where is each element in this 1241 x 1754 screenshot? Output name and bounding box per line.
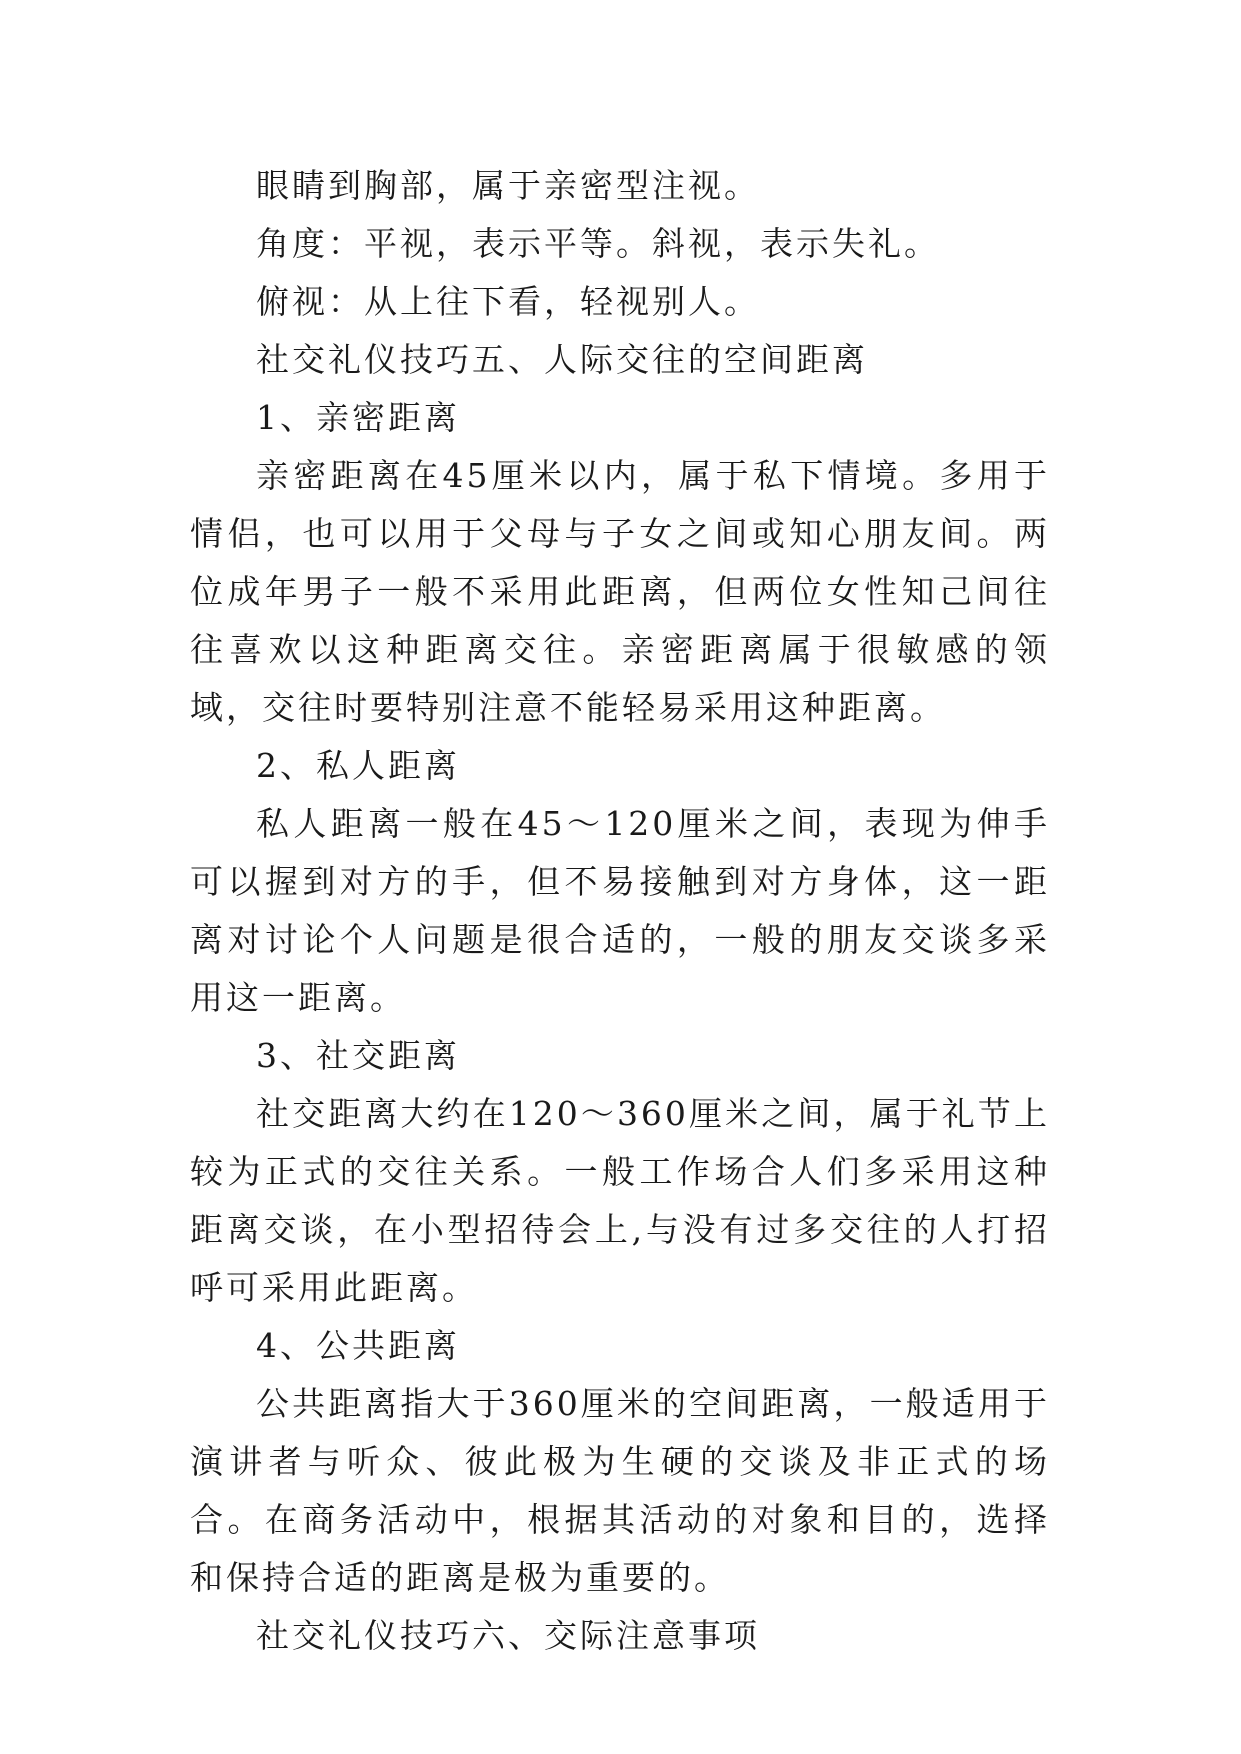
document-body <box>190 157 1050 1665</box>
section-heading-tip-six: 社交礼仪技巧六、交际注意事项 <box>256 1616 760 1655</box>
subheading-public-distance: 4、公共距离 <box>256 1326 460 1365</box>
paragraph-looking-down: 俯视：从上往下看，轻视别人。 <box>256 282 760 321</box>
paragraph-social-distance: 社交距离大约在120～360厘米之间，属于礼节上较为正式的交往关系。一般工作场合人们多采用这种距离交谈，在小型招待会上,与没有过多交往的人打招呼可采用此距离。 <box>190 1094 1050 1307</box>
subheading-social-distance: 3、社交距离 <box>256 1036 460 1075</box>
paragraph-eye-chest-gaze: 眼睛到胸部，属于亲密型注视。 <box>256 166 760 205</box>
subheading-intimate-distance: 1、亲密距离 <box>256 398 460 437</box>
section-heading-tip-five: 社交礼仪技巧五、人际交往的空间距离 <box>256 340 868 379</box>
paragraph-gaze-angle: 角度：平视，表示平等。斜视，表示失礼。 <box>256 224 940 263</box>
subheading-personal-distance: 2、私人距离 <box>256 746 460 785</box>
paragraph-public-distance: 公共距离指大于360厘米的空间距离，一般适用于演讲者与听众、彼此极为生硬的交谈及非正式的场合。在商务活动中，根据其活动的对象和目的，选择和保持合适的距离是极为重要的。 <box>190 1384 1050 1597</box>
paragraph-intimate-distance: 亲密距离在45厘米以内，属于私下情境。多用于情侣，也可以用于父母与子女之间或知心朋友间。两位成年男子一般不采用此距离，但两位女性知己间往往喜欢以这种距离交往。亲密距离属于很敏感的领域，交往时要特别注意不能轻易采用这种距离。 <box>190 456 1050 727</box>
paragraph-personal-distance: 私人距离一般在45～120厘米之间，表现为伸手可以握到对方的手，但不易接触到对方身体，这一距离对讨论个人问题是很合适的，一般的朋友交谈多采用这一距离。 <box>190 804 1050 1017</box>
